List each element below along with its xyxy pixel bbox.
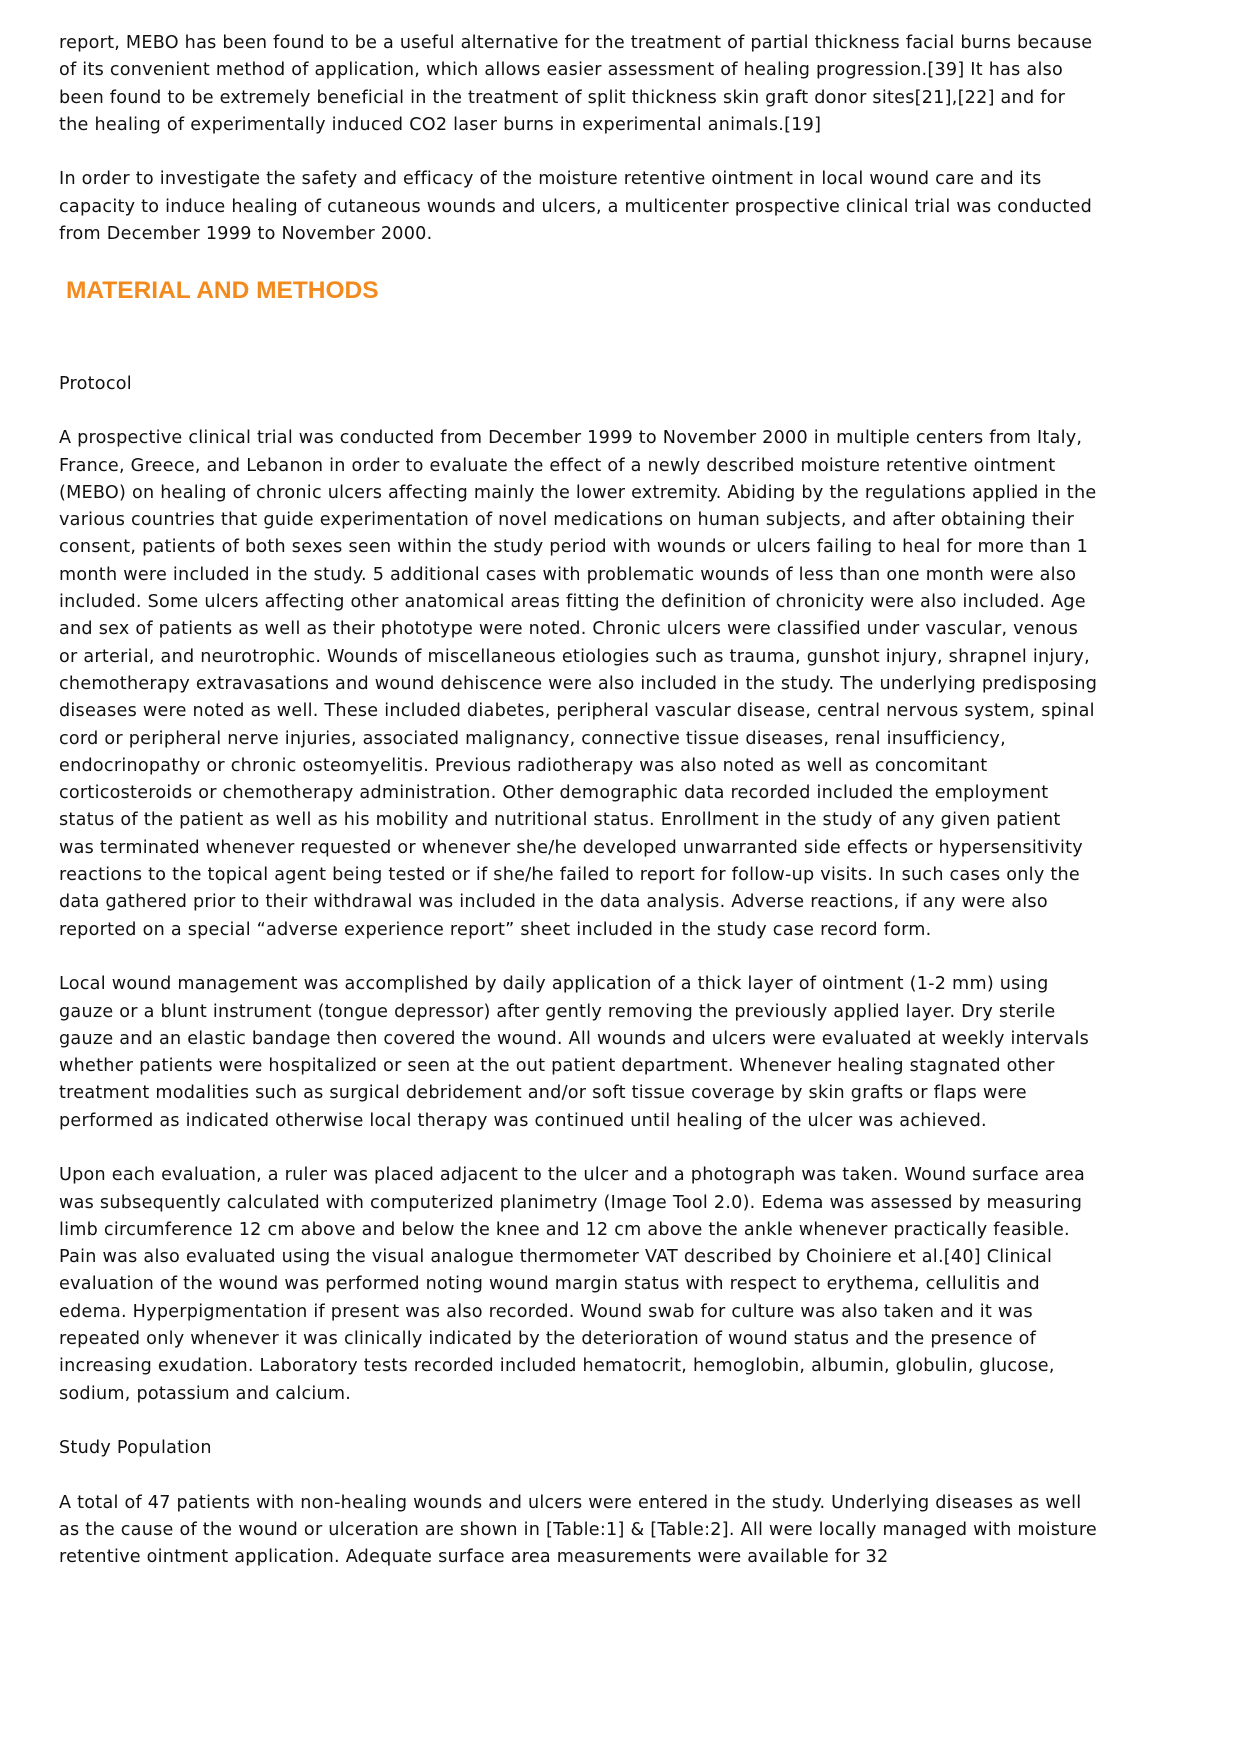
document-page bbox=[59, 30, 1099, 1599]
protocol-paragraph-3: Upon each evaluation, a ruler was placed adjacent to the ulcer and a photograph was taken. Wound surface area was subsequently calculated with computerized planimetry (Image Tool 2.0). Edema was assessed by measuring limb circumference 12 cm above and below the knee and 12 cm above the ankle whenever practically feasible. Pain was also evaluated using the visual analogue thermometer VAT described by Choiniere et al.[40] Clinical evaluation of the wound was performed noting wound margin status with respect to erythema, cellulitis and edema. Hyperpigmentation if present was also recorded. Wound swab for culture was also taken and it was repeated only whenever it was clinically indicated by the deterioration of wound status and the presence of increasing exudation. Laboratory tests recorded included hematocrit, hemoglobin, albumin, globulin, glucose, sodium, potassium and calcium. bbox=[59, 1165, 1085, 1404]
heading-spacer bbox=[59, 306, 1099, 371]
intro-paragraph-2: In order to investigate the safety and efficacy of the moisture retentive ointment in local wound care and its capacity to induce healing of cutaneous wounds and ulcers, a multicenter prospective clinical trial was conducted from December 1999 to November 2000. bbox=[59, 169, 1093, 245]
study-population-title: Study Population bbox=[59, 1438, 212, 1459]
protocol-paragraph-1: A prospective clinical trial was conducted from December 1999 to November 2000 in multiple centers from Italy, France, Greece, and Lebanon in order to evaluate the effect of a newly described moisture retentive ointment (MEBO) on healing of chronic ulcers affecting mainly the lower extremity. Abiding by the regulations applied in the various countries that guide experimentation of novel medications on human subjects, and after obtaining their consent, patients of both sexes seen within the study period with wounds or ulcers failing to heal for more than 1 month were included in the study. 5 additional cases with problematic wounds of less than one month were also included. Some ulcers affecting other anatomical areas fitting the definition of chronicity were also included. Age and sex of patients as well as their phototype were noted. Chronic ulcers were classified under vascular, venous or arterial, and neurotrophic. Wounds of miscellaneous etiologies such as trauma, gunshot injury, shrapnel injury, chemotherapy extravasations and wound dehiscence were also included in the study. The underlying predisposing diseases were noted as well. These included diabetes, peripheral vascular disease, central nervous system, spinal cord or peripheral nerve injuries, associated malignancy, connective tissue diseases, renal insufficiency, endocrinopathy or chronic osteomyelitis. Previous radiotherapy was also noted as well as concomitant corticosteroids or chemotherapy administration. Other demographic data recorded included the employment status of the patient as well as his mobility and nutritional status. Enrollment in the study of any given patient was terminated whenever requested or whenever she/he developed unwarranted side effects or hypersensitivity reactions to the topical agent being tested or if she/he failed to report for follow-up visits. In such cases only the data gathered prior to their withdrawal was included in the data analysis. Adverse reactions, if any were also reported on a special “adverse experience report” sheet included in the study case record form. bbox=[59, 428, 1098, 940]
section-heading: MATERIAL AND METHODS bbox=[66, 276, 379, 304]
intro-paragraph-1: report, MEBO has been found to be a useful alternative for the treatment of partial thickness facial burns because of its convenient method of application, which allows easier assessment of healing progression.[39] It has also been found to be extremely beneficial in the treatment of split thickness skin graft donor sites[21],[22] and for the healing of experimentally induced CO2 laser burns in experimental animals.[19] bbox=[59, 33, 1093, 135]
protocol-title: Protocol bbox=[59, 373, 132, 394]
study-population-paragraph-1: A total of 47 patients with non-healing wounds and ulcers were entered in the study. Underlying diseases as well as the cause of the wound or ulceration are shown in [Table:1] & [Table:2]. All were locally managed with moisture retentive ointment application. Adequate surface area measurements were available for 32 bbox=[59, 1492, 1097, 1568]
protocol-paragraph-2: Local wound management was accomplished by daily application of a thick layer of ointment (1-2 mm) using gauze or a blunt instrument (tongue depressor) after gently removing the previously applied layer. Dry sterile gauze and an elastic bandage then covered the wound. All wounds and ulcers were evaluated at weekly intervals whether patients were hospitalized or seen at the out patient department. Whenever healing stagnated other treatment modalities such as surgical debridement and/or soft tissue coverage by skin grafts or flaps were performed as indicated otherwise local therapy was continued until healing of the ulcer was achieved. bbox=[59, 974, 1089, 1131]
